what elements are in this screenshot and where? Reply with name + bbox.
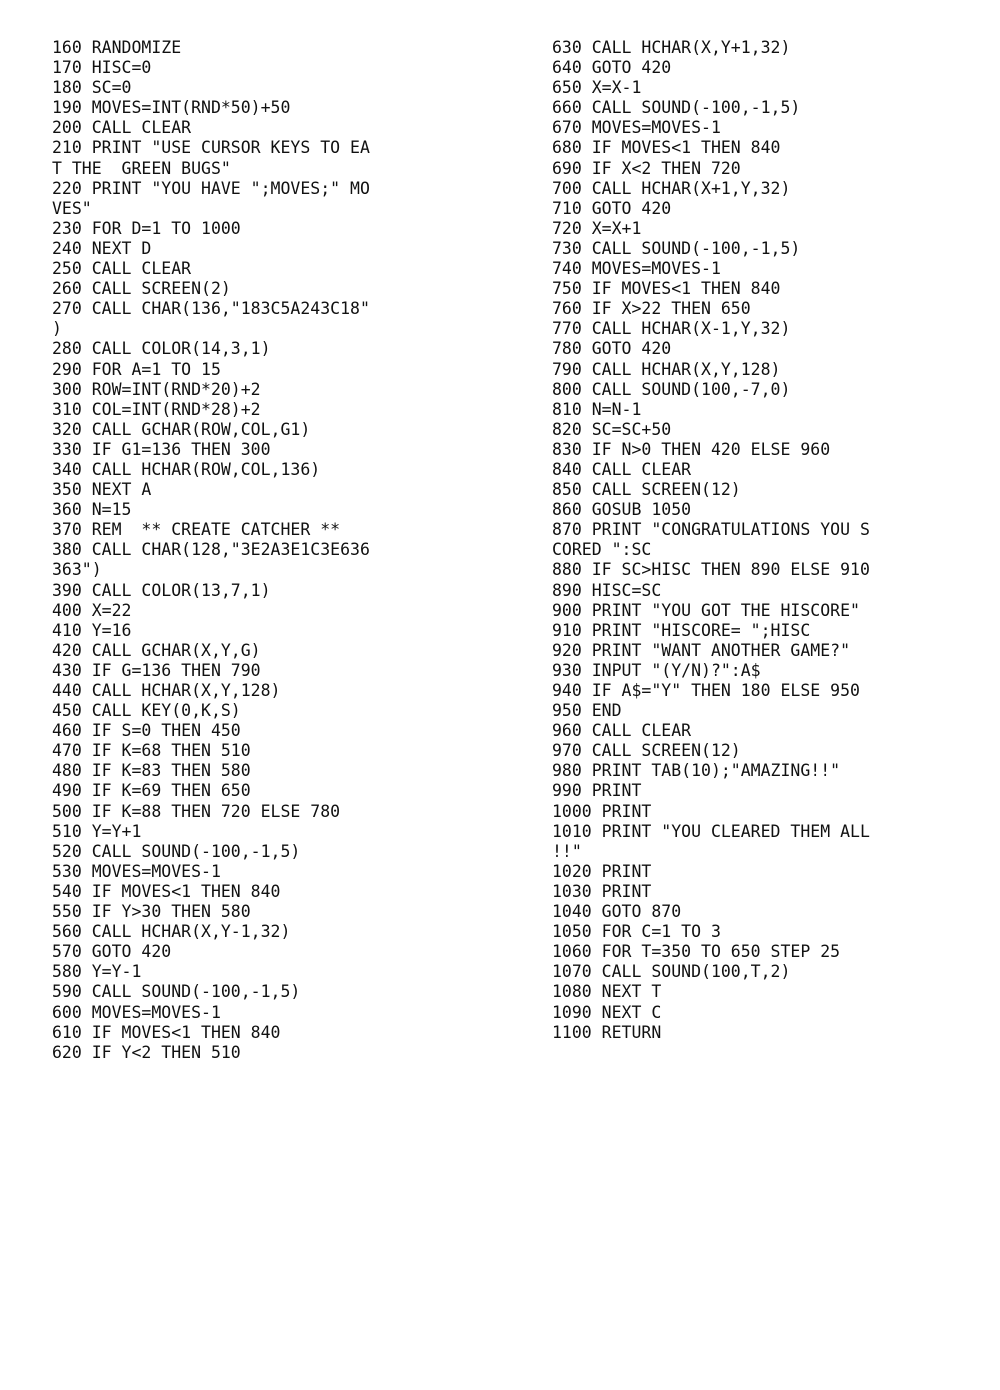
code-line: 520 CALL SOUND(-100,-1,5)	[52, 841, 301, 861]
code-line: 880 IF SC>HISC THEN 890 ELSE 910	[552, 560, 870, 580]
code-line: 350 NEXT A	[52, 480, 152, 500]
code-line: 760 IF X>22 THEN 650	[552, 299, 751, 319]
code-line: 870 PRINT "CONGRATULATIONS YOU S	[552, 520, 870, 540]
code-line: 250 CALL CLEAR	[52, 259, 192, 279]
code-line: 500 IF K=88 THEN 720 ELSE 780	[52, 801, 341, 821]
code-line: 930 INPUT "(Y/N)?":A$	[552, 660, 761, 680]
code-line: 220 PRINT "YOU HAVE ";MOVES;" MO	[52, 178, 370, 198]
code-line: 860 GOSUB 1050	[552, 500, 692, 520]
code-line: 570 GOTO 420	[52, 942, 172, 962]
code-line: 650 X=X-1	[552, 78, 642, 98]
code-line: 610 IF MOVES<1 THEN 840	[52, 1022, 281, 1042]
code-line: 430 IF G=136 THEN 790	[52, 660, 261, 680]
code-line: 510 Y=Y+1	[52, 821, 142, 841]
code-line: 990 PRINT	[552, 781, 642, 801]
code-line: T THE GREEN BUGS"	[52, 158, 231, 178]
code-line: 330 IF G1=136 THEN 300	[52, 439, 271, 459]
listing-column-left	[52, 38, 472, 1063]
code-line: 980 PRINT TAB(10);"AMAZING!!"	[552, 761, 841, 781]
code-line: 310 COL=INT(RND*28)+2	[52, 399, 261, 419]
code-line: 590 CALL SOUND(-100,-1,5)	[52, 982, 301, 1002]
code-line: 840 CALL CLEAR	[552, 459, 692, 479]
code-line: 1030 PRINT	[552, 881, 652, 901]
code-line: 550 IF Y>30 THEN 580	[52, 902, 251, 922]
code-line: 230 FOR D=1 TO 1000	[52, 218, 241, 238]
code-line: 490 IF K=69 THEN 650	[52, 781, 251, 801]
code-line: 1060 FOR T=350 TO 650 STEP 25	[552, 942, 841, 962]
code-line: 300 ROW=INT(RND*20)+2	[52, 379, 261, 399]
code-line: 720 X=X+1	[552, 218, 642, 238]
code-line: 630 CALL HCHAR(X,Y+1,32)	[552, 38, 791, 57]
code-line: 1040 GOTO 870	[552, 902, 682, 922]
code-line: 363")	[52, 560, 102, 580]
code-line: 440 CALL HCHAR(X,Y,128)	[52, 681, 281, 700]
code-line: 480 IF K=83 THEN 580	[52, 761, 251, 781]
code-line: 580 Y=Y-1	[52, 962, 142, 982]
code-line: 1070 CALL SOUND(100,T,2)	[552, 962, 791, 982]
code-line: 530 MOVES=MOVES-1	[52, 861, 221, 881]
code-line: 740 MOVES=MOVES-1	[552, 259, 721, 279]
code-line: 1020 PRINT	[552, 861, 652, 881]
code-line: 210 PRINT "USE CURSOR KEYS TO EA	[52, 138, 370, 158]
code-line: 900 PRINT "YOU GOT THE HISCORE"	[552, 600, 860, 620]
code-line: 180 SC=0	[52, 78, 132, 98]
code-line: 810 N=N-1	[552, 399, 642, 419]
code-line: 790 CALL HCHAR(X,Y,128)	[552, 359, 781, 379]
code-line: 730 CALL SOUND(-100,-1,5)	[552, 238, 801, 258]
code-line: 540 IF MOVES<1 THEN 840	[52, 881, 281, 901]
code-line: 420 CALL GCHAR(X,Y,G)	[52, 640, 261, 660]
code-line: 360 N=15	[52, 500, 132, 520]
code-line: 670 MOVES=MOVES-1	[552, 118, 721, 138]
code-line: 660 CALL SOUND(-100,-1,5)	[552, 98, 801, 118]
code-line: 170 HISC=0	[52, 58, 152, 78]
code-line: 260 CALL SCREEN(2)	[52, 279, 231, 299]
code-line: 1080 NEXT T	[552, 982, 662, 1002]
code-line: !!"	[552, 841, 582, 861]
code-line: 620 IF Y<2 THEN 510	[52, 1042, 241, 1062]
code-line: 640 GOTO 420	[552, 58, 672, 78]
code-line: 800 CALL SOUND(100,-7,0)	[552, 379, 791, 399]
code-line: VES"	[52, 198, 92, 218]
code-line: 450 CALL KEY(0,K,S)	[52, 701, 241, 721]
code-line: 700 CALL HCHAR(X+1,Y,32)	[552, 178, 791, 198]
code-line: 190 MOVES=INT(RND*50)+50	[52, 98, 291, 118]
code-line: CORED ":SC	[552, 540, 652, 560]
code-line: 710 GOTO 420	[552, 198, 672, 218]
code-line: 370 REM ** CREATE CATCHER **	[52, 520, 341, 540]
code-line: 950 END	[552, 701, 622, 721]
code-line: 470 IF K=68 THEN 510	[52, 741, 251, 761]
code-line: 850 CALL SCREEN(12)	[552, 480, 741, 500]
code-line: 400 X=22	[52, 600, 132, 620]
code-line: 680 IF MOVES<1 THEN 840	[552, 138, 781, 158]
code-line: 1100 RETURN	[552, 1022, 662, 1042]
listing-column-right	[552, 38, 972, 1043]
code-line: 1010 PRINT "YOU CLEARED THEM ALL	[552, 821, 870, 841]
code-line: 410 Y=16	[52, 620, 132, 640]
code-line: )	[52, 319, 62, 339]
code-line: 820 SC=SC+50	[552, 419, 672, 439]
code-line: 240 NEXT D	[52, 238, 152, 258]
code-line: 290 FOR A=1 TO 15	[52, 359, 221, 379]
code-line: 460 IF S=0 THEN 450	[52, 721, 241, 741]
code-line: 1090 NEXT C	[552, 1002, 662, 1022]
code-line: 270 CALL CHAR(136,"183C5A243C18"	[52, 299, 370, 319]
code-line: 340 CALL HCHAR(ROW,COL,136)	[52, 459, 321, 479]
code-line: 390 CALL COLOR(13,7,1)	[52, 580, 271, 600]
code-line: 560 CALL HCHAR(X,Y-1,32)	[52, 922, 291, 942]
code-line: 910 PRINT "HISCORE= ";HISC	[552, 620, 811, 640]
code-line: 750 IF MOVES<1 THEN 840	[552, 279, 781, 299]
code-line: 830 IF N>0 THEN 420 ELSE 960	[552, 439, 831, 459]
code-line: 380 CALL CHAR(128,"3E2A3E1C3E636	[52, 540, 370, 560]
code-line: 920 PRINT "WANT ANOTHER GAME?"	[552, 640, 851, 660]
code-line: 940 IF A$="Y" THEN 180 ELSE 950	[552, 681, 860, 700]
code-line: 280 CALL COLOR(14,3,1)	[52, 339, 271, 359]
code-line: 780 GOTO 420	[552, 339, 672, 359]
code-line: 600 MOVES=MOVES-1	[52, 1002, 221, 1022]
code-line: 770 CALL HCHAR(X-1,Y,32)	[552, 319, 791, 339]
code-line: 1050 FOR C=1 TO 3	[552, 922, 721, 942]
code-line: 320 CALL GCHAR(ROW,COL,G1)	[52, 419, 311, 439]
code-line: 160 RANDOMIZE	[52, 38, 182, 57]
code-line: 200 CALL CLEAR	[52, 118, 192, 138]
code-line: 690 IF X<2 THEN 720	[552, 158, 741, 178]
code-line: 970 CALL SCREEN(12)	[552, 741, 741, 761]
code-line: 890 HISC=SC	[552, 580, 662, 600]
code-line: 1000 PRINT	[552, 801, 652, 821]
code-line: 960 CALL CLEAR	[552, 721, 692, 741]
